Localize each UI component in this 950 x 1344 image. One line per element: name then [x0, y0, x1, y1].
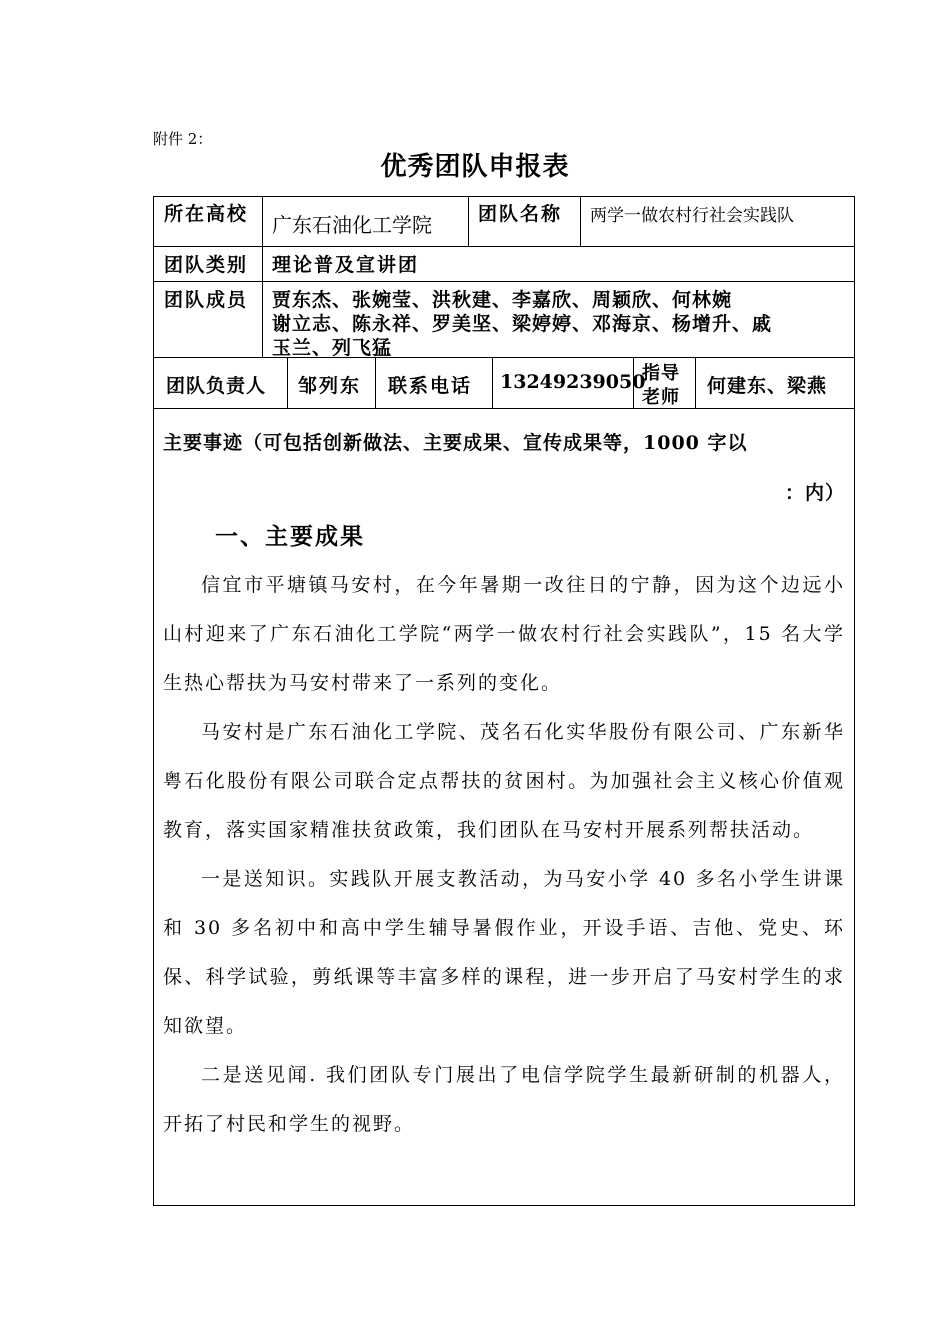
- main-deeds-heading: [163, 418, 845, 518]
- leader-label: 团队负责人: [166, 375, 267, 397]
- school-value: 广东石油化工学院: [272, 213, 432, 237]
- main-body: [163, 561, 845, 1149]
- team-name-value: 两学一做农村行社会实践队: [590, 206, 794, 226]
- members-label: 团队成员: [164, 289, 249, 311]
- col-divider: [287, 357, 288, 408]
- main-heading-line-2: ：内）: [784, 482, 845, 504]
- category-value: 理论普及宣讲团: [272, 254, 420, 276]
- col-divider: [375, 357, 376, 408]
- row-divider: [153, 246, 855, 247]
- paragraph: 马安村是广东石油化工学院、茂名石化实华股份有限公司、广东新华粤石化股份有限公司联合定点帮扶的贫困村。为加强社会主义核心价值观教育，落实国家精准扶贫政策，我们团队在马安村开展系列帮扶活动。: [163, 721, 845, 841]
- annex-label: 附件 2：: [153, 130, 213, 148]
- members-line-1: 贾东杰、张婉莹、洪秋建、李嘉欣、周颖欣、何林婉: [272, 289, 733, 311]
- col-divider: [468, 196, 469, 246]
- phone-value: 13249239050: [500, 371, 646, 393]
- main-heading-line-1: 主要事迹（可包括创新做法、主要成果、宣传成果等，1000 字以: [163, 432, 748, 454]
- paragraph: 一是送知识。实践队开展支教活动，为马安小学 40 多名小学生讲课和 30 多名初中和高中学生辅导暑假作业，开设手语、吉他、党史、环保、科学试验，剪纸课等丰富多样的课程，进一步开启了马安村学生的求知欲望。: [163, 868, 845, 1037]
- section-title: 一、主要成果: [215, 523, 365, 550]
- school-label: 所在高校: [164, 203, 249, 225]
- members-line-2: 谢立志、陈永祥、罗美坚、梁婷婷、邓海京、杨增升、戚: [272, 313, 773, 335]
- advisor-label-1: 指导: [642, 363, 680, 384]
- col-divider: [695, 357, 696, 408]
- page-title: 优秀团队申报表: [380, 152, 570, 182]
- leader-value: 邹列东: [298, 375, 362, 397]
- col-divider: [492, 357, 493, 408]
- advisor-value: 何建东、梁燕: [707, 375, 828, 397]
- row-divider: [153, 408, 855, 409]
- paragraph: 信宜市平塘镇马安村，在今年暑期一改往日的宁静，因为这个边远小山村迎来了广东石油化工学院“两学一做农村行社会实践队”，15 名大学生热心帮扶为马安村带来了一系列的变化。: [163, 574, 845, 694]
- paragraph: 二是送见闻. 我们团队专门展出了电信学院学生最新研制的机器人，开拓了村民和学生的视野。: [163, 1064, 845, 1135]
- members-line-3: 玉兰、列飞猛: [272, 337, 393, 359]
- category-label: 团队类别: [164, 254, 249, 276]
- row-divider: [153, 357, 855, 358]
- team-name-label: 团队名称: [478, 203, 563, 225]
- row-divider: [153, 281, 855, 282]
- phone-label: 联系电话: [388, 375, 473, 397]
- advisor-label-2: 老师: [642, 387, 680, 408]
- col-divider: [580, 196, 581, 246]
